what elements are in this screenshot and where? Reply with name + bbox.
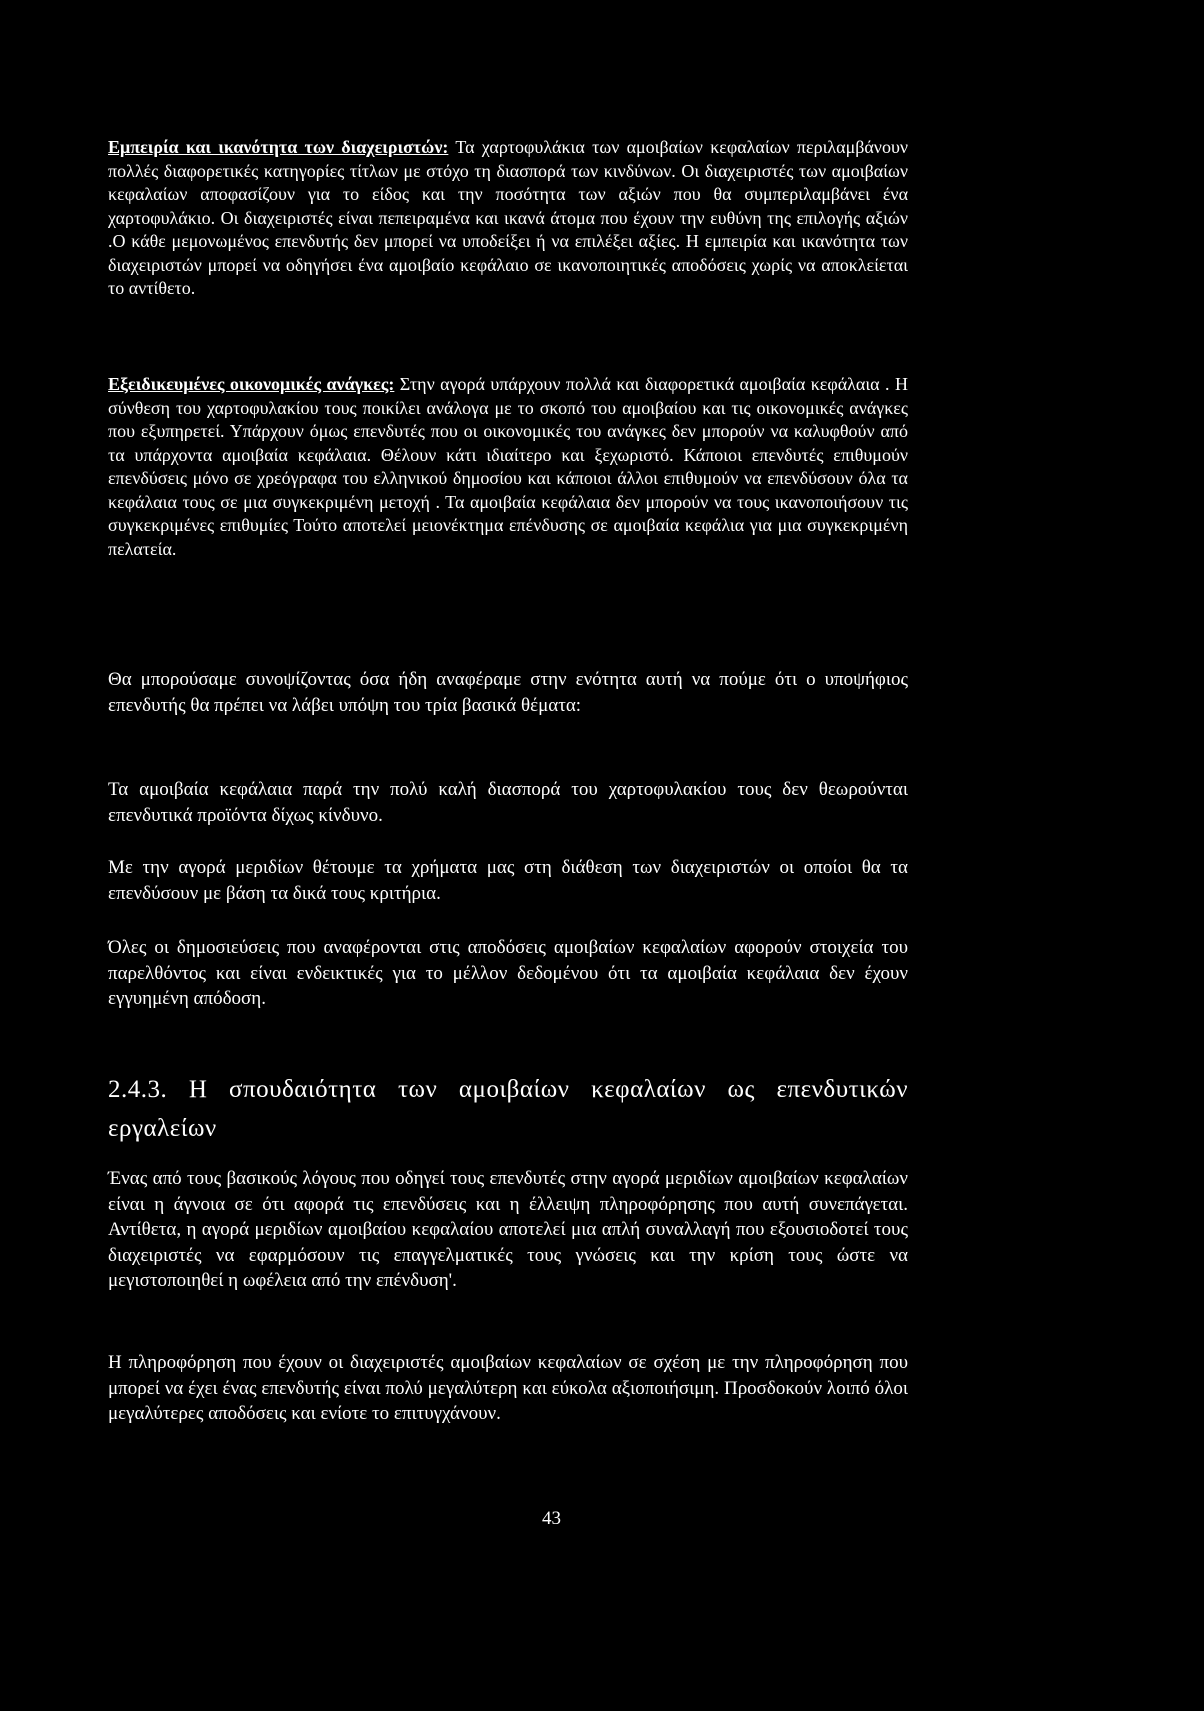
section-experience-text: Τα χαρτοφυλάκια των αμοιβαίων κεφαλαίων περιλαμβάνουν πολλές διαφορετικές κατηγορίες τίτλων με στόχο τη διασπορά των κινδύνων. Οι διαχειριστές των αμοιβαίων κεφαλαίων αποφασίζουν για το είδος και την ποσότητα των αξιών που θα συμπεριλαμβάνει ένα χαρτοφυλάκιο. Οι διαχειριστές είναι πεπειραμένα και ικανά άτομα που έχουν την ευθύνη της επιλογής αξιών .Ο κάθε μεμονωμένος επενδυτής δεν μπορεί να υποδείξει ή να επιλέξει αξίες. Η εμπειρία και ικανότητα των διαχειριστών μπορεί να οδηγήσει ένα αμοιβαίο κεφάλαιο σε ικανοποιητικές αποδόσεις χωρίς να αποκλείεται το αντίθετο. (108, 137, 908, 298)
summary-point-1: Τα αμοιβαία κεφάλαια παρά την πολύ καλή διασπορά του χαρτοφυλακίου τους δεν θεωρούνται επενδυτικά προϊόντα δίχως κίνδυνο. (108, 779, 908, 826)
body-paragraph-1: Ένας από τους βασικούς λόγους που οδηγεί τους επενδυτές στην αγορά μεριδίων αμοιβαίων κεφαλαίων είναι η άγνοια σε ότι αφορά τις επενδύσεις και η έλλειψη πληροφόρησης που αυτή συνεπάγεται. Αντίθετα, η αγορά μεριδίων αμοιβαίου κεφαλαίου αποτελεί μια απλή συναλλαγή που εξουσιοδοτεί τους διαχειριστές να εφαρμόσουν τις επαγγελματικές τους γνώσεις και την κρίση τους ώστε να μεγιστοποιηθεί η ωφέλεια από την επένδυση'. (108, 1168, 908, 1291)
section-heading: 2.4.3. Η σπουδαιότητα των αμοιβαίων κεφαλαίων ως επενδυτικών εργαλείων (108, 1076, 908, 1142)
section-special-needs-lead: Εξειδικευμένες οικονομικές ανάγκες: (108, 374, 395, 394)
section-experience (108, 136, 908, 301)
section-experience-lead: Εμπειρία και ικανότητα των διαχειριστών: (108, 137, 449, 157)
summary-point-3: Όλες οι δημοσιεύσεις που αναφέρονται στις αποδόσεις αμοιβαίων κεφαλαίων αφορούν στοιχεία του παρελθόντος και είναι ενδεικτικές για το μέλλον δεδομένου ότι τα αμοιβαία κεφάλαια δεν έχουν εγγυημένη απόδοση. (108, 937, 908, 1009)
section-special-needs (108, 373, 908, 561)
summary-point-2: Με την αγορά μεριδίων θέτουμε τα χρήματα μας στη διάθεση των διαχειριστών οι οποίοι θα τα επενδύσουν με βάση τα δικά τους κριτήρια. (108, 857, 908, 904)
body-paragraph-2: Η πληροφόρηση που έχουν οι διαχειριστές αμοιβαίων κεφαλαίων σε σχέση με την πληροφόρηση που μπορεί να έχει ένας επενδυτής είναι πολύ μεγαλύτερη και εύκολα αξιοποιήσιμη. Προσδοκούν λοιπό όλοι μεγαλύτερες αποδόσεις και ενίοτε το επιτυγχάνουν. (108, 1352, 908, 1424)
section-special-needs-text: Στην αγορά υπάρχουν πολλά και διαφορετικά αμοιβαία κεφάλαια . Η σύνθεση του χαρτοφυλακίου τους ποικίλει ανάλογα με το σκοπό του αμοιβαίου και τις οικονομικές ανάγκες που εξυπηρετεί. Υπάρχουν όμως επενδυτές που οι οικονομικές του ανάγκες δεν μπορούν να καλυφθούν από τα υπάρχοντα αμοιβαία κεφάλαια. Θέλουν κάτι ιδιαίτερο και ξεχωριστό. Κάποιοι επενδυτές επιθυμούν επενδύσεις μόνο σε χρεόγραφα του ελληνικού δημοσίου και κάποιοι άλλοι επιθυμούν να επενδύσουν όλα τα κεφάλαια τους σε μια συγκεκριμένη μετοχή . Τα αμοιβαία κεφάλαια δεν μπορούν να τους ικανοποιήσουν τις συγκεκριμένες επιθυμίες Τούτο αποτελεί μειονέκτημα επένδυσης σε αμοιβαία κεφάλια για μια συγκεκριμένη πελατεία. (108, 374, 908, 559)
page-number: 43 (542, 1508, 561, 1529)
summary-intro: Θα μπορούσαμε συνοψίζοντας όσα ήδη αναφέραμε στην ενότητα αυτή να πούμε ότι ο υποψήφιος επενδυτής θα πρέπει να λάβει υπόψη του τρία βασικά θέματα: (108, 669, 908, 716)
